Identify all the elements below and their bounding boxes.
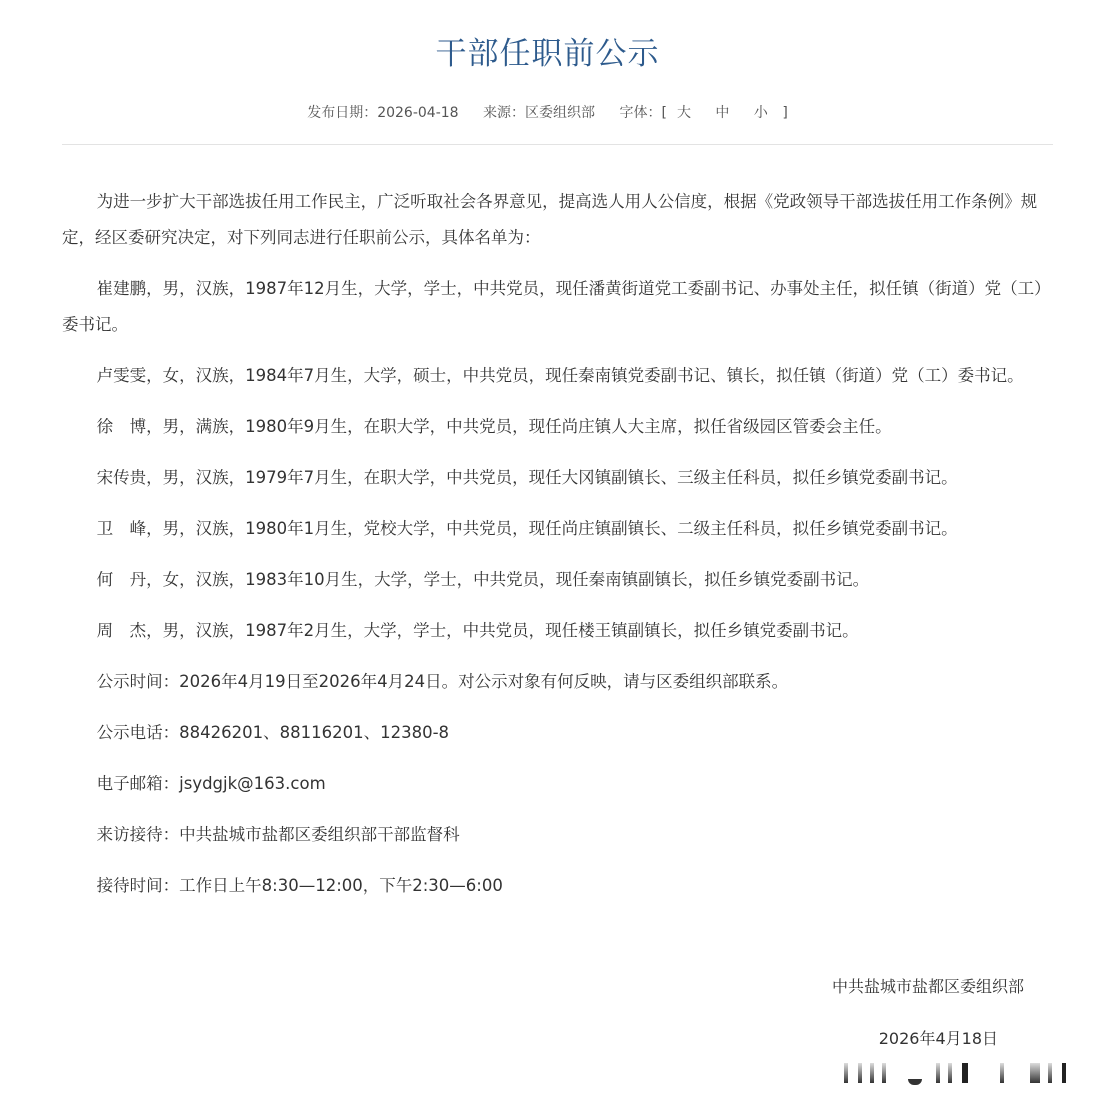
candidate-item: 徐 博，男，满族，1980年9月生，在职大学，中共党员，现任尚庄镇人大主席，拟任省级园区管委会主任。 (96, 417, 892, 436)
font-large-button[interactable]: 大 (676, 105, 691, 121)
watermark-icon (840, 1057, 1080, 1085)
notice-visit: 来访接待：中共盐城市盐都区委组织部干部监督科 (96, 825, 460, 844)
intro-paragraph: 为进一步扩大干部选拔任用工作民主，广泛听取社会各界意见，提高选人用人公信度，根据《党政领导干部选拔任用工作条例》规定，经区委研究决定，对下列同志进行任职前公示，具体名单为： (62, 192, 1038, 247)
notice-hours: 接待时间：工作日上午8:30—12:00，下午2:30—6:00 (96, 876, 503, 895)
font-size-control (619, 105, 787, 121)
notice-email: 电子邮箱：jsydgjk@163.com (96, 774, 326, 793)
font-medium-button[interactable]: 中 (715, 105, 730, 121)
signature-org: 中共盐城市盐都区委组织部 (831, 977, 1024, 996)
candidate-item: 卢雯雯，女，汉族，1984年7月生，大学，硕士，中共党员，现任秦南镇党委副书记、镇长，拟任镇（街道）党（工）委书记。 (96, 366, 1024, 385)
divider (62, 144, 1053, 145)
candidate-item: 卫 峰，男，汉族，1980年1月生，党校大学，中共党员，现任尚庄镇副镇长、二级主任科员，拟任乡镇党委副书记。 (96, 519, 958, 538)
notice-phone: 公示电话：88426201、88116201、12380-8 (96, 723, 450, 742)
article-body (62, 184, 1054, 919)
source: 来源：区委组织部 (483, 105, 596, 121)
font-size-label: 字体：[ (619, 105, 667, 121)
article-meta (0, 102, 1095, 122)
candidate-item: 何 丹，女，汉族，1983年10月生，大学，学士，中共党员，现任秦南镇副镇长，拟任乡镇党委副书记。 (96, 570, 870, 589)
font-small-button[interactable]: 小 (753, 105, 768, 121)
publish-date: 发布日期：2026-04-18 (307, 105, 459, 121)
candidate-item: 宋传贵，男，汉族，1979年7月生，在职大学，中共党员，现任大冈镇副镇长、三级主任科员，拟任乡镇党委副书记。 (96, 468, 958, 487)
candidate-item: 崔建鹏，男，汉族，1987年12月生，大学，学士，中共党员，现任潘黄街道党工委副书记、办事处主任，拟任镇（街道）党（工）委书记。 (62, 279, 1051, 334)
page-title: 干部任职前公示 (435, 36, 660, 72)
signature-date: 2026年4月18日 (878, 1029, 998, 1048)
font-size-bracket: ] (782, 105, 788, 121)
candidate-item: 周 杰，男，汉族，1987年2月生，大学，学士，中共党员，现任楼王镇副镇长，拟任乡镇党委副书记。 (96, 621, 859, 640)
notice-period: 公示时间：2026年4月19日至2026年4月24日。对公示对象有何反映，请与区委组织部联系。 (96, 672, 789, 691)
